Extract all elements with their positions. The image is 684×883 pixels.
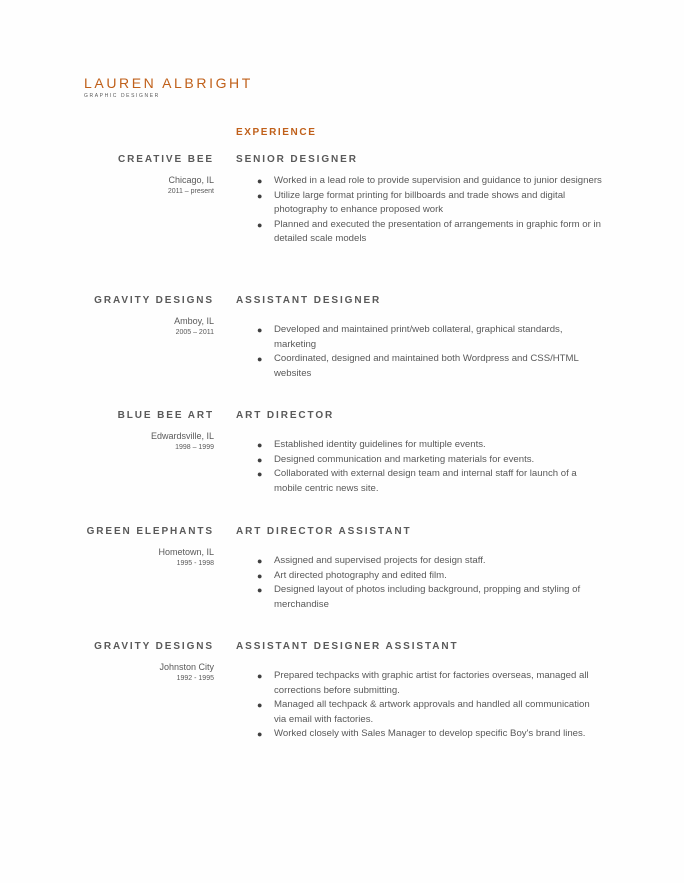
job-details <box>236 640 606 742</box>
job-details <box>236 153 606 247</box>
bullet-icon: ● <box>257 671 263 681</box>
company-name: GRAVITY DESIGNS <box>94 641 214 652</box>
candidate-title: GRAPHIC DESIGNER <box>84 93 160 99</box>
bullet-icon: ● <box>257 585 263 595</box>
job-meta <box>14 294 214 338</box>
job-bullets <box>236 174 606 247</box>
bullet-icon: ● <box>257 325 263 335</box>
job-meta <box>14 153 214 197</box>
job-bullets <box>236 323 606 381</box>
candidate-name: LAUREN ALBRIGHT <box>84 75 253 91</box>
job-bullets <box>236 554 606 612</box>
job-details <box>236 409 606 496</box>
job-role: ART DIRECTOR ASSISTANT <box>236 526 412 537</box>
job-dates: 1995 - 1998 <box>176 560 214 567</box>
job-role: ASSISTANT DESIGNER <box>236 295 382 306</box>
bullet-icon: ● <box>257 354 263 364</box>
job-location: Chicago, IL <box>168 175 214 185</box>
section-title-experience: EXPERIENCE <box>236 127 317 138</box>
bullet-icon: ● <box>257 454 263 465</box>
bullet-item: ● Utilize large format printing for billboards and trade shows and digital photography to enhance proposed work <box>257 189 566 215</box>
bullet-item: ● Developed and maintained print/web collateral, graphical standards, marketing <box>257 324 563 350</box>
bullet-icon: ● <box>257 570 263 581</box>
job-location: Hometown, IL <box>158 547 214 557</box>
bullet-icon: ● <box>257 190 263 201</box>
bullet-icon: ● <box>257 700 263 710</box>
resume-header <box>84 74 253 100</box>
job-location: Johnston City <box>159 662 214 672</box>
job-role: ASSISTANT DESIGNER ASSISTANT <box>236 641 459 652</box>
bullet-item: ● Worked closely with Sales Manager to develop specific Boy's brand lines. <box>236 727 604 742</box>
company-name: CREATIVE BEE <box>118 154 214 165</box>
job-dates: 1998 – 1999 <box>175 444 214 451</box>
bullet-item: ● Planned and executed the presentation of arrangements in graphic form or in detailed scale models <box>257 218 601 244</box>
company-name: GRAVITY DESIGNS <box>94 295 214 306</box>
bullet-item: ● Established identity guidelines for multiple events. <box>236 438 604 453</box>
bullet-item: ● Collaborated with external design team and internal staff for launch of a mobile centric news site. <box>257 468 577 494</box>
bullet-icon: ● <box>257 469 263 479</box>
bullet-icon: ● <box>257 176 263 186</box>
job-dates: 1992 - 1995 <box>176 675 214 682</box>
bullet-item: ● Designed communication and marketing materials for events. <box>236 453 604 468</box>
job-details <box>236 525 606 612</box>
job-dates: 2011 – present <box>167 188 214 195</box>
job-bullets <box>236 438 606 496</box>
job-dates: 2005 – 2011 <box>175 329 214 336</box>
bullet-icon: ● <box>257 219 263 230</box>
job-meta <box>14 409 214 453</box>
job-bullets <box>236 669 606 742</box>
bullet-item: ● Art directed photography and edited film. <box>236 569 604 584</box>
job-meta <box>14 640 214 684</box>
bullet-item: ● Managed all techpack & artwork approvals and handled all communication via email with factories. <box>257 699 590 725</box>
bullet-icon: ● <box>257 729 263 739</box>
job-meta <box>14 525 214 569</box>
bullet-item: ● Assigned and supervised projects for design staff. <box>236 554 604 569</box>
job-role: ART DIRECTOR <box>236 410 335 421</box>
job-details <box>236 294 606 381</box>
bullet-item: ● Worked in a lead role to provide supervision and guidance to junior designers <box>236 174 604 189</box>
bullet-item: ● Designed layout of photos including background, propping and styling of merchandise <box>257 584 581 610</box>
company-name: BLUE BEE ART <box>117 410 214 421</box>
company-name: GREEN ELEPHANTS <box>86 526 214 537</box>
bullet-icon: ● <box>257 440 263 450</box>
job-location: Edwardsville, IL <box>150 431 214 441</box>
bullet-item: ● Coordinated, designed and maintained both Wordpress and CSS/HTML websites <box>257 353 579 379</box>
bullet-icon: ● <box>257 556 263 566</box>
job-location: Amboy, IL <box>174 316 214 326</box>
bullet-item: ● Prepared techpacks with graphic artist for factories overseas, managed all corrections before submitting. <box>257 670 589 696</box>
job-role: SENIOR DESIGNER <box>236 154 358 165</box>
